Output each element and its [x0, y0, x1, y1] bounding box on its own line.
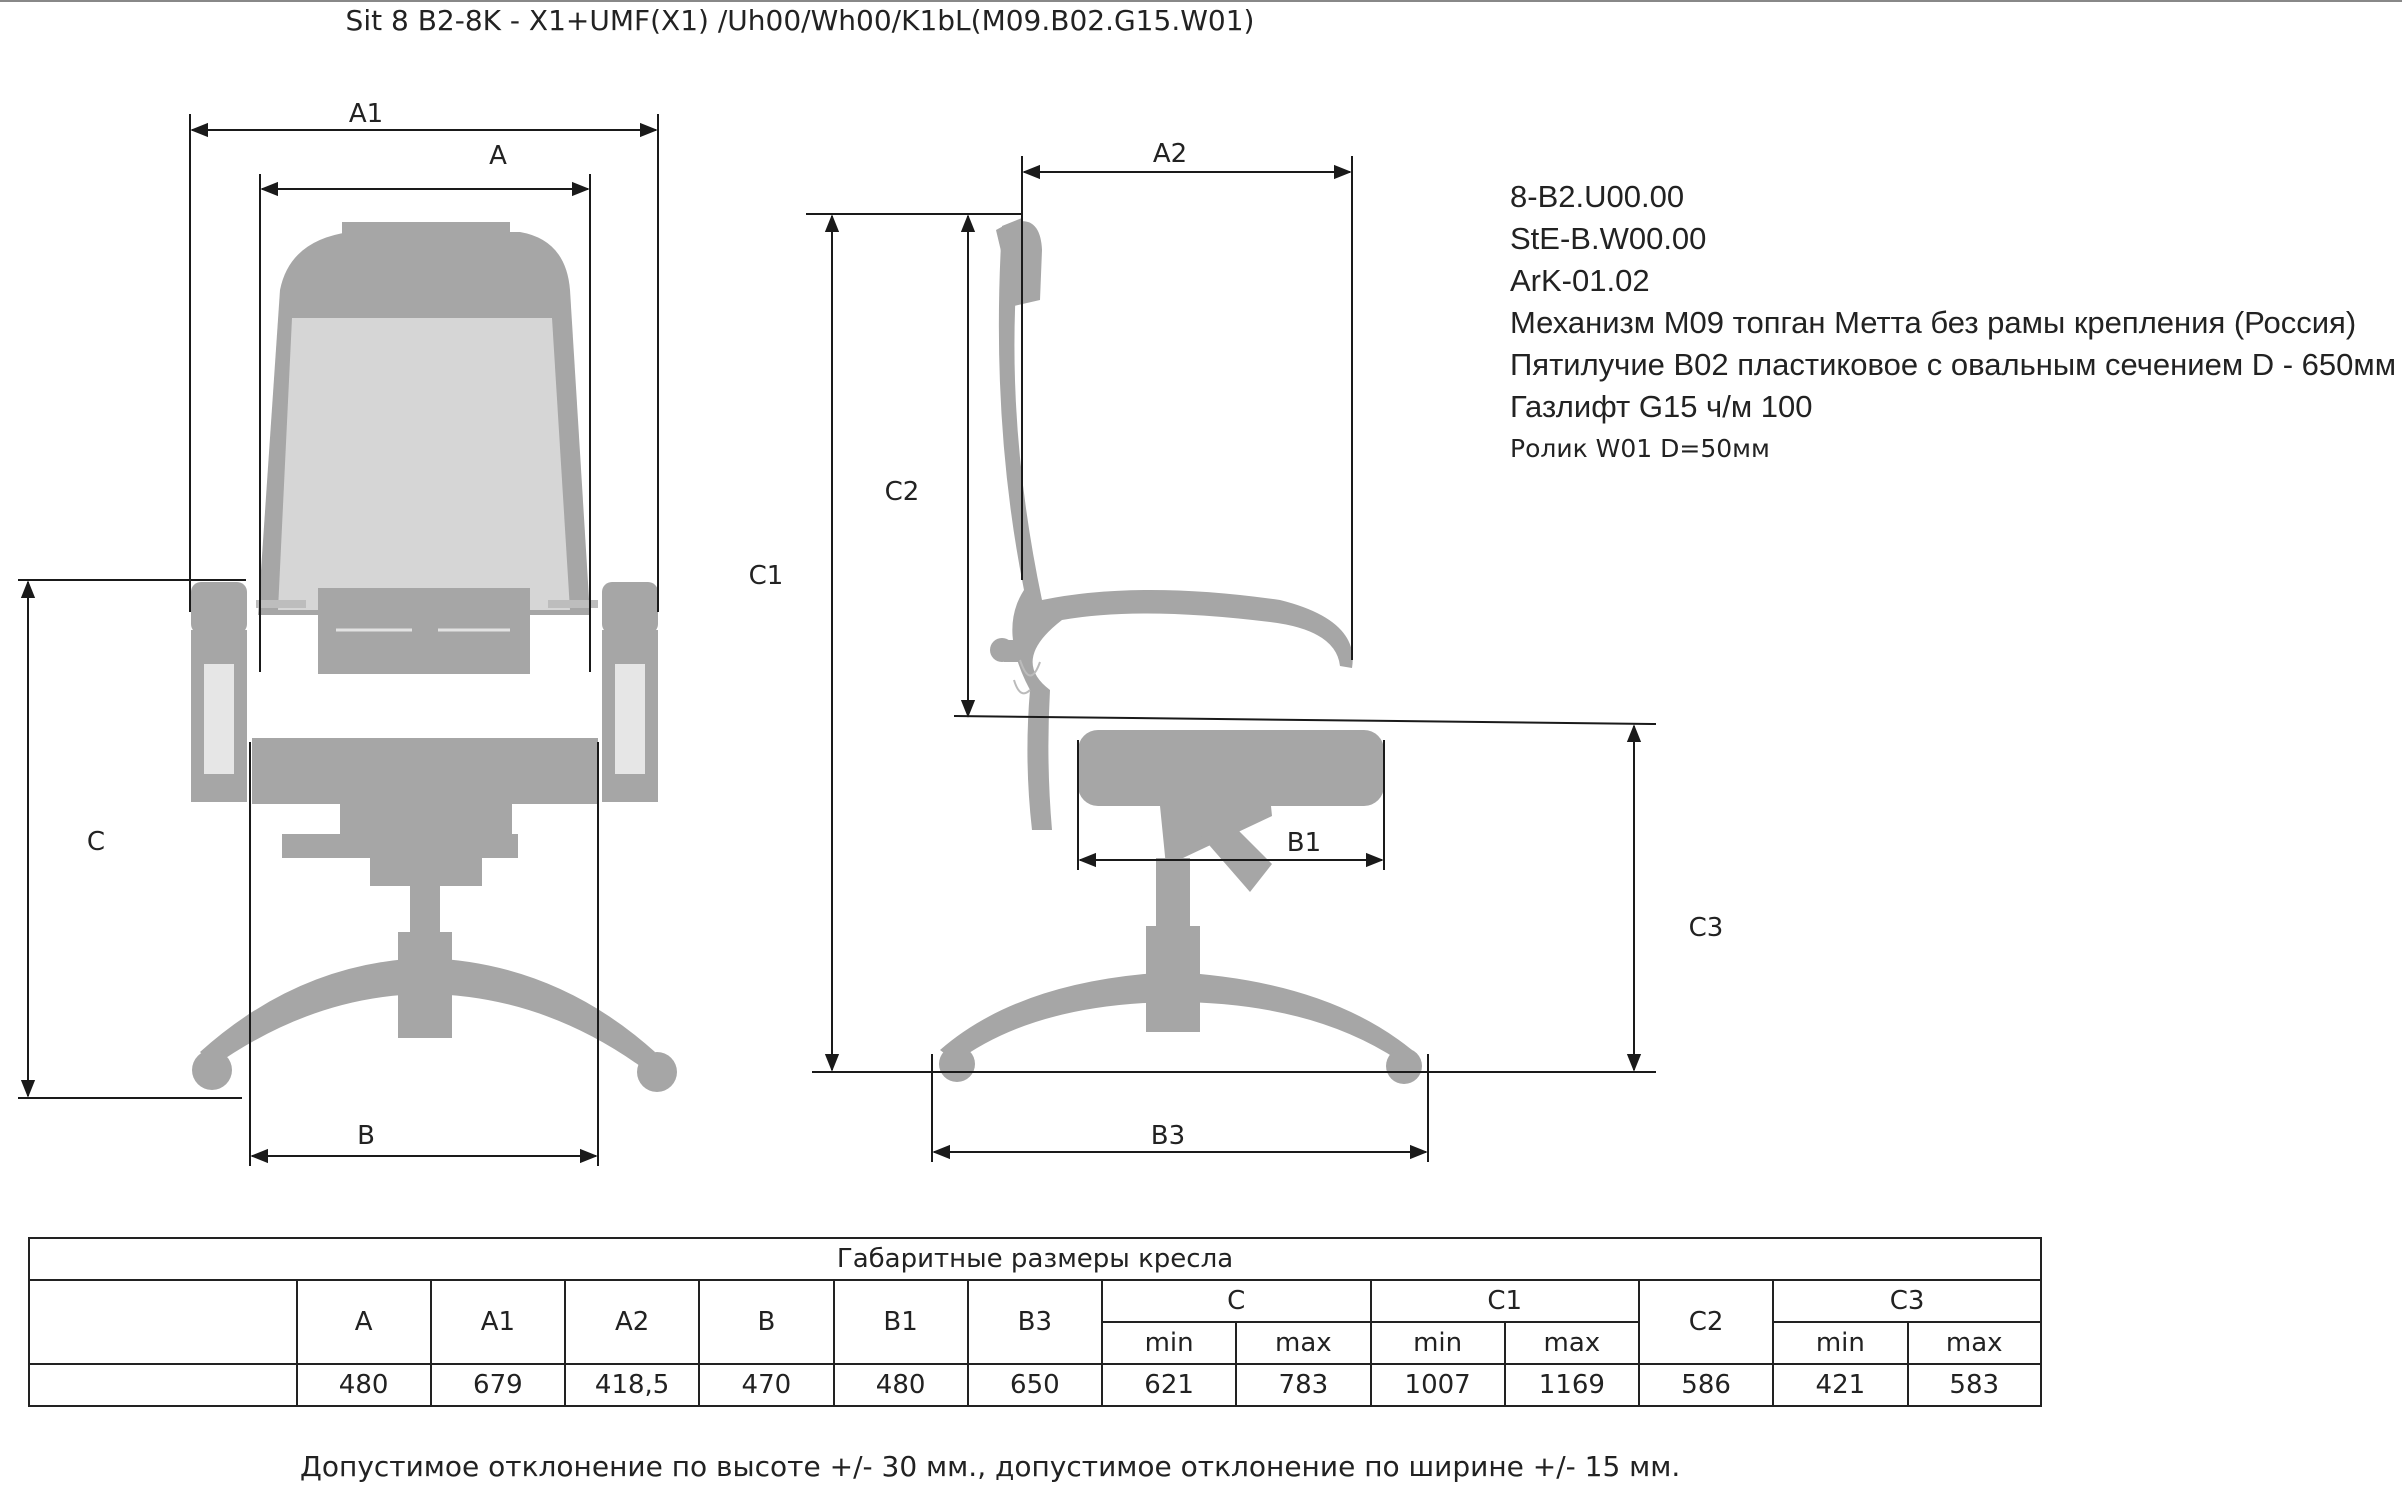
- front-seat: [252, 738, 598, 804]
- side-wheel-right: [1386, 1048, 1422, 1084]
- front-view-chair: [191, 222, 677, 1092]
- drawing-title: Sit 8 B2-8K - X1+UMF(X1) /Uh00/Wh00/K1bL(M09.B02.G15.W01): [345, 4, 1255, 37]
- table-value-cell: 650: [968, 1364, 1102, 1406]
- spec-item: Ролик W01 D=50мм: [1510, 434, 1770, 463]
- table-subheader-max: max: [1908, 1322, 2042, 1364]
- label-A: A: [489, 141, 507, 171]
- label-B1: B1: [1286, 828, 1322, 858]
- table-row: [29, 1364, 2041, 1406]
- table-value-cell: 783: [1236, 1364, 1370, 1406]
- spec-item: ArK-01.02: [1510, 263, 1650, 298]
- table-value-cell: 586: [1639, 1364, 1773, 1406]
- front-wheel-right: [637, 1052, 677, 1092]
- spec-item: Газлифт G15 ч/м 100: [1510, 389, 1813, 424]
- table-subheader-max: max: [1236, 1322, 1370, 1364]
- table-header-cell: B1: [834, 1280, 968, 1364]
- side-view-chair: [939, 218, 1422, 1084]
- table-value-cell: 480: [834, 1364, 968, 1406]
- table-header-cell: A: [297, 1280, 431, 1364]
- table-value-cell: 418,5: [565, 1364, 699, 1406]
- label-C: C: [86, 827, 106, 857]
- table-header-cell: C: [1102, 1280, 1371, 1322]
- front-wheel-left: [192, 1050, 232, 1090]
- table-subheader-min: min: [1773, 1322, 1907, 1364]
- table-header-cell: C2: [1639, 1280, 1773, 1364]
- side-seat: [1078, 730, 1384, 806]
- table-subheader-max: max: [1505, 1322, 1639, 1364]
- table-value-cell: 621: [1102, 1364, 1236, 1406]
- front-armrest-left-pad: [191, 582, 247, 634]
- table-value-cell: 1169: [1505, 1364, 1639, 1406]
- table-value-cell: 583: [1908, 1364, 2042, 1406]
- front-backrest-mesh: [278, 318, 570, 610]
- spec-item: 8-B2.U00.00: [1510, 179, 1685, 214]
- label-B3: B3: [1150, 1121, 1186, 1151]
- component-spec-list: [1510, 176, 2396, 470]
- label-B: B: [357, 1121, 375, 1151]
- front-gaslift: [410, 886, 440, 936]
- table-header-cell: A1: [431, 1280, 565, 1364]
- table-header-cell: A2: [565, 1280, 699, 1364]
- table-header-cell: C3: [1773, 1280, 2041, 1322]
- dimensions-table: [28, 1237, 2042, 1407]
- table-value-cell: 1007: [1371, 1364, 1505, 1406]
- table-subheader-min: min: [1371, 1322, 1505, 1364]
- spec-item: StE-B.W00.00: [1510, 221, 1707, 256]
- side-wheel-left: [939, 1046, 975, 1082]
- tolerance-footnote: Допустимое отклонение по высоте +/- 30 мм., допустимое отклонение по ширине +/- 15 мм.: [300, 1450, 1681, 1483]
- front-armrest-right-pad: [602, 582, 658, 634]
- label-A2: A2: [1152, 139, 1188, 169]
- label-A1: A1: [348, 99, 384, 129]
- spec-item: Механизм М09 топган Метта без рамы крепления (Россия): [1510, 305, 2357, 340]
- table-value-cell: 470: [699, 1364, 833, 1406]
- label-C1: C1: [748, 561, 784, 591]
- table-header-cell: B: [699, 1280, 833, 1364]
- front-headrest-top: [342, 222, 510, 244]
- table-corner-cell: [29, 1280, 297, 1364]
- table-value-cell: 421: [1773, 1364, 1907, 1406]
- side-gaslift: [1156, 858, 1190, 928]
- table-header-cell: C1: [1371, 1280, 1640, 1322]
- table-subheader-min: min: [1102, 1322, 1236, 1364]
- spec-item: Пятилучие В02 пластиковое с овальным сечением D - 650мм: [1510, 347, 2397, 382]
- label-C3: C3: [1688, 913, 1724, 943]
- table-header-cell: B3: [968, 1280, 1102, 1364]
- table-value-cell: 679: [431, 1364, 565, 1406]
- table-value-cell: 480: [297, 1364, 431, 1406]
- label-C2: C2: [884, 477, 920, 507]
- table-empty-cell: [29, 1364, 297, 1406]
- table-caption: Габаритные размеры кресла: [29, 1238, 2041, 1280]
